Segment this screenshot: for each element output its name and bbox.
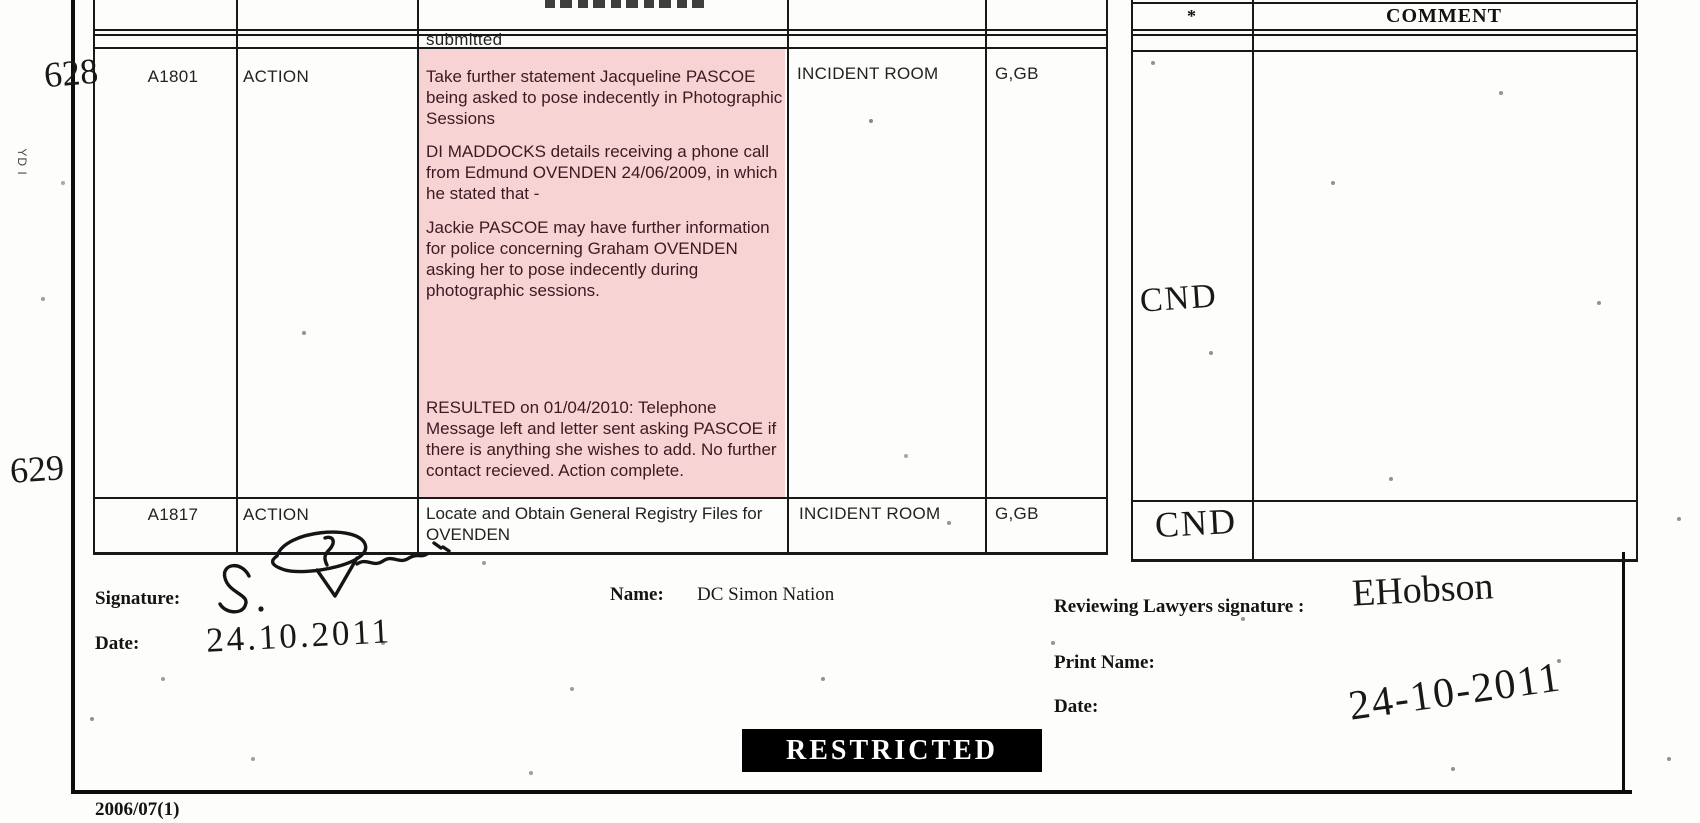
action-description-cell	[426, 66, 784, 481]
table-line	[1131, 0, 1133, 561]
initials-cell: G,GB	[995, 504, 1039, 523]
action-type-cell: ACTION	[243, 505, 310, 524]
signature-scrawl	[205, 516, 460, 621]
description-paragraph: Jackie PASCOE may have further information for police concerning Graham OVENDEN asking her to pose indecently during photographic sessions.	[426, 218, 770, 300]
name-label: Name:	[610, 584, 664, 605]
allocated-to-cell: INCIDENT ROOM	[797, 64, 939, 83]
table-line	[985, 0, 987, 555]
action-type-cell: ACTION	[243, 67, 310, 86]
margin-side-text: YD I	[15, 148, 29, 176]
star-annotation-cnd: CND	[1138, 277, 1219, 320]
handwritten-review-date: 24-10-2011	[1345, 654, 1565, 730]
table-line	[417, 0, 419, 555]
clipped-text-fragment	[545, 0, 708, 8]
name-value: DC Simon Nation	[697, 584, 835, 605]
allocated-to-cell: INCIDENT ROOM	[799, 504, 941, 523]
review-date-label: Date:	[1054, 696, 1099, 717]
column-header-comment: COMMENT	[1386, 5, 1502, 27]
margin-number-628: 628	[42, 50, 100, 96]
table-line	[93, 29, 1108, 31]
page-frame-left	[71, 0, 75, 794]
action-description-cell	[426, 503, 784, 545]
column-header-star: *	[1187, 6, 1196, 26]
table-line	[236, 0, 238, 555]
table-line	[1252, 0, 1254, 561]
description-paragraph: DI MADDOCKS details receiving a phone call from Edmund OVENDEN 24/06/2009, in which he stated that -	[426, 142, 778, 203]
submitted-cell: submitted	[426, 30, 503, 49]
initials-cell: G,GB	[995, 64, 1039, 83]
date-label: Date:	[95, 633, 140, 654]
description-paragraph: Locate and Obtain General Registry Files for OVENDEN	[426, 504, 763, 544]
scan-speckles	[0, 0, 2, 2]
table-line	[1131, 2, 1638, 4]
action-ref-cell: A1801	[147, 67, 199, 86]
table-line	[787, 0, 789, 555]
restricted-stamp-text: RESTRICTED	[785, 734, 999, 766]
handwritten-date: 24.10.2011	[205, 611, 394, 660]
table-line	[1131, 34, 1638, 36]
reviewing-lawyer-signature-label: Reviewing Lawyers signature :	[1054, 596, 1305, 617]
page-frame-right	[1622, 552, 1625, 792]
table-line	[1131, 50, 1638, 52]
reviewing-lawyer-signature: EHobson	[1350, 565, 1495, 615]
description-paragraph: RESULTED on 01/04/2010: Telephone Message left and letter sent asking PASCOE if there is anything she wishes to add. No further contact recieved. Action complete.	[426, 398, 777, 480]
table-line	[1131, 29, 1638, 31]
star-annotation-cnd: CND	[1154, 500, 1239, 546]
margin-number-629: 629	[8, 447, 66, 491]
table-line	[1106, 0, 1108, 555]
table-line	[93, 34, 1108, 36]
print-name-label: Print Name:	[1054, 652, 1155, 673]
description-paragraph: Take further statement Jacqueline PASCOE being asked to pose indecently in Photographic Sessions	[426, 67, 783, 128]
action-ref-cell: A1817	[147, 505, 199, 524]
page-frame-bottom	[71, 790, 1632, 794]
restricted-stamp	[742, 729, 1042, 772]
footer-form-reference: 2006/07(1)	[95, 799, 180, 820]
table-line	[93, 47, 1108, 49]
table-line	[1131, 559, 1638, 562]
signature-label: Signature:	[95, 588, 181, 609]
table-line	[1636, 0, 1638, 561]
table-line	[93, 497, 1108, 499]
